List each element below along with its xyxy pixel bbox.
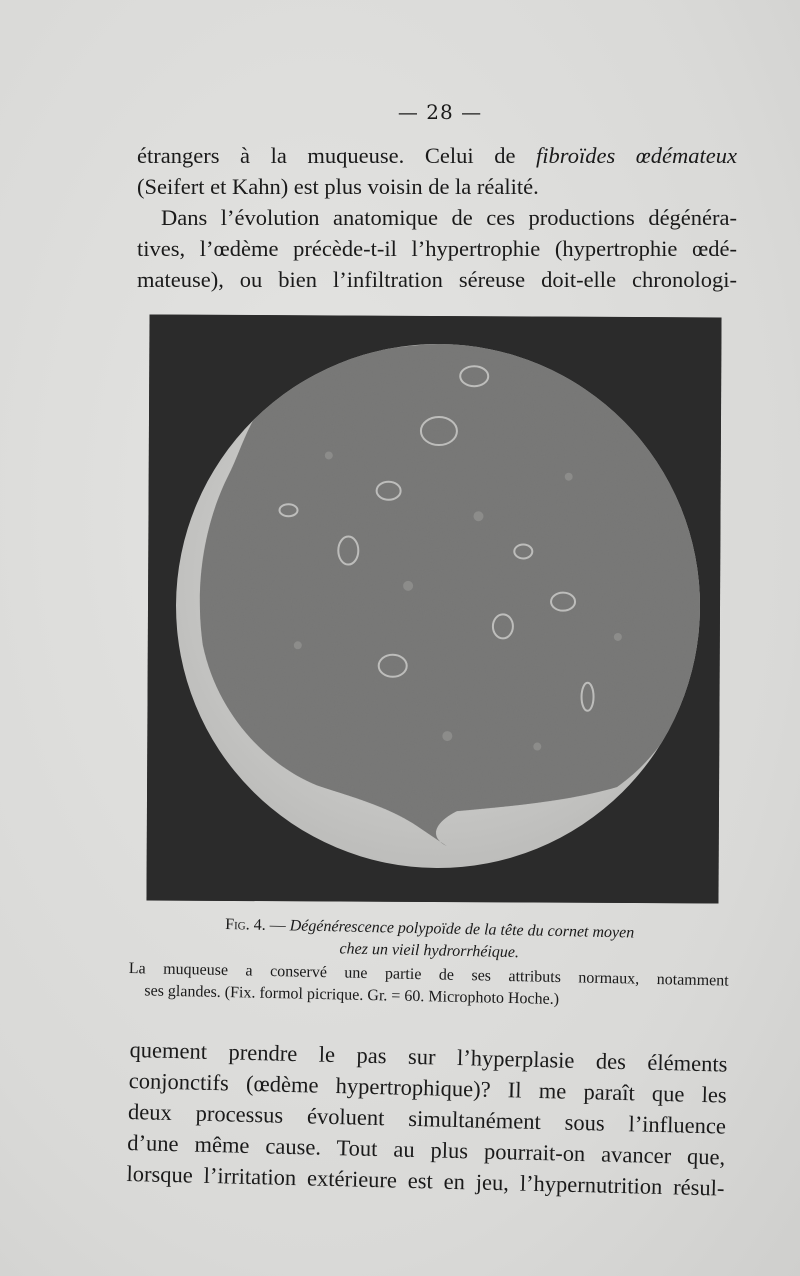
figure-caption: [128, 912, 730, 1015]
text-line: conjonctifs (œdème hypertrophique)? Il me paraît que les: [128, 1067, 727, 1108]
text-line: Dans l’évolution anatomique de ces productions dégénéra-: [161, 205, 737, 230]
text-line: d’une même cause. Tout au plus pourrait-on avancer que,: [127, 1129, 726, 1170]
text-line: deux processus évoluent simultanément sous l’influence: [127, 1098, 727, 1139]
figure-label: Fig. 4. —: [225, 915, 286, 935]
text-line: [137, 140, 737, 171]
micrograph-figure: [146, 315, 721, 904]
text-span: étrangers à la muqueuse. Celui de: [137, 143, 537, 168]
page-number: — 28 —: [397, 100, 483, 124]
text-line: lorsque l’irritation extérieure est en jeu, l’hypernutrition résul-: [126, 1160, 725, 1201]
text-line: tives, l’œdème précède-t-il l’hypertrophie (hypertrophie œdé-: [137, 236, 737, 261]
text-line: mateuse), ou bien l’infiltration séreuse doit-elle chronologi-: [137, 267, 737, 292]
caption-title-line2: chez un vieil hydrorrhéique.: [339, 940, 520, 962]
caption-title-line1: Dégénérescence polypoïde de la tête du cornet moyen: [289, 917, 635, 942]
text-line: quement prendre le pas sur l’hyperplasie des éléments: [129, 1036, 728, 1077]
text-line: (Seifert et Kahn) est plus voisin de la réalité.: [137, 174, 539, 199]
italic-term: fibroïdes œdémateux: [536, 143, 738, 168]
caption-note-line2: ses glandes. (Fix. formol picrique. Gr. = 60. Microphoto Hoche.): [144, 982, 560, 1009]
paragraph-top: [137, 140, 737, 295]
paragraph-bottom: [126, 1034, 728, 1204]
micrograph-image: [146, 315, 721, 904]
caption-note-line1: La muqueuse a conservé une partie de ses attributs normaux, notamment: [128, 959, 729, 990]
